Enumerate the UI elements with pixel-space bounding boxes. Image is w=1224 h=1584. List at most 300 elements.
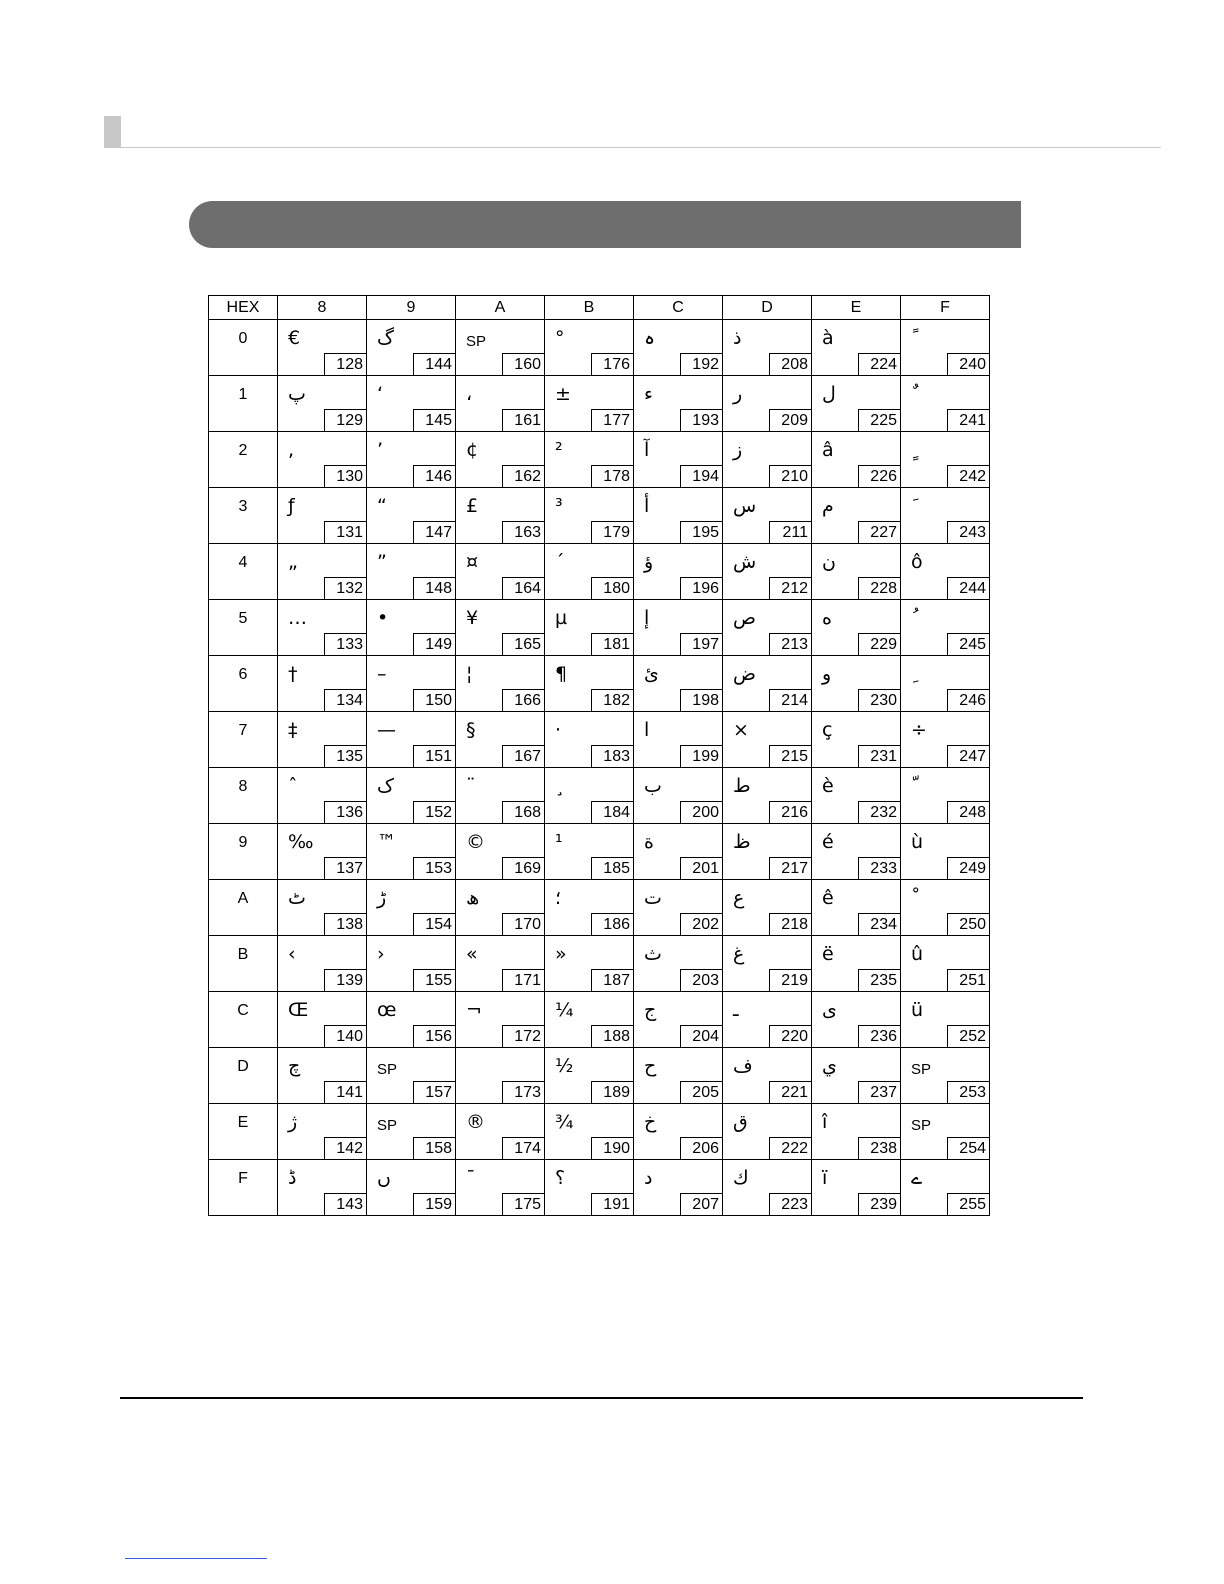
cell-glyph: ” (377, 551, 387, 573)
cell-decimal-code: 229 (858, 633, 900, 655)
code-cell (634, 656, 723, 712)
cell-decimal-code: 177 (591, 409, 633, 431)
row-header (209, 488, 278, 544)
cell-decimal-code: 180 (591, 577, 633, 599)
code-cell (367, 768, 456, 824)
cell-glyph: ه (822, 607, 832, 629)
cell-glyph: £ (466, 495, 479, 517)
cell-decimal-code: 200 (680, 801, 722, 823)
code-cell (367, 376, 456, 432)
code-cell (812, 1048, 901, 1104)
code-cell (278, 992, 367, 1048)
table-body (209, 320, 990, 1216)
cell-decimal-code: 161 (502, 409, 544, 431)
code-cell (278, 1104, 367, 1160)
cell-decimal-code: 151 (413, 745, 455, 767)
cell-glyph: • (377, 607, 389, 629)
cell-decimal-code: 235 (858, 969, 900, 991)
row-header-label: C (237, 1002, 249, 1019)
cell-decimal-code: 183 (591, 745, 633, 767)
code-cell (278, 712, 367, 768)
table-row (209, 936, 990, 992)
cell-decimal-code: 139 (324, 969, 366, 991)
cell-decimal-code: 221 (769, 1081, 811, 1103)
cell-glyph: ؟ (555, 1167, 566, 1189)
cell-decimal-code: 214 (769, 689, 811, 711)
code-cell (901, 544, 990, 600)
code-cell (278, 768, 367, 824)
cell-glyph: گ (377, 327, 395, 349)
code-cell (367, 824, 456, 880)
cell-glyph: SP (377, 1061, 398, 1078)
cell-glyph: ے (911, 1167, 923, 1189)
code-cell (545, 880, 634, 936)
row-header-label: 1 (238, 386, 248, 403)
table-row (209, 600, 990, 656)
cell-glyph: ش (733, 551, 757, 573)
cell-glyph: ٹ (288, 887, 306, 909)
cell-decimal-code: 228 (858, 577, 900, 599)
cell-decimal-code: 189 (591, 1081, 633, 1103)
cell-decimal-code: 155 (413, 969, 455, 991)
code-cell (278, 320, 367, 376)
cell-glyph: « (466, 943, 478, 965)
row-header-label: A (237, 890, 249, 907)
cell-decimal-code: 153 (413, 857, 455, 879)
code-cell (723, 1048, 812, 1104)
column-header: 8 (278, 296, 367, 320)
code-cell (812, 488, 901, 544)
cell-decimal-code: 175 (502, 1193, 544, 1215)
cell-glyph: ¸ (555, 775, 565, 797)
code-cell (367, 544, 456, 600)
table-row (209, 432, 990, 488)
cell-glyph: SP (466, 333, 487, 350)
code-cell (545, 488, 634, 544)
code-cell (723, 768, 812, 824)
cell-decimal-code: 209 (769, 409, 811, 431)
cell-glyph: ë (822, 943, 834, 965)
code-cell (812, 376, 901, 432)
cell-glyph: ± (555, 383, 571, 405)
cell-decimal-code: 184 (591, 801, 633, 823)
cell-glyph: ں (377, 1167, 391, 1189)
cell-glyph: ® (466, 1111, 485, 1133)
cell-decimal-code: 241 (947, 409, 989, 431)
cell-decimal-code: 178 (591, 465, 633, 487)
cell-glyph: – (377, 663, 387, 685)
cell-decimal-code: 198 (680, 689, 722, 711)
code-cell (545, 712, 634, 768)
row-header (209, 712, 278, 768)
cell-decimal-code: 234 (858, 913, 900, 935)
code-cell (634, 768, 723, 824)
code-cell (456, 936, 545, 992)
section-heading-marker (104, 116, 121, 148)
code-cell (723, 432, 812, 488)
code-page-title-band (189, 201, 1021, 248)
code-cell (812, 1104, 901, 1160)
cell-glyph: — (377, 719, 396, 741)
cell-decimal-code: 255 (947, 1193, 989, 1215)
cell-decimal-code: 254 (947, 1137, 989, 1159)
cell-glyph: ر (733, 383, 743, 405)
row-header (209, 880, 278, 936)
row-header-label: 7 (238, 722, 248, 739)
table-row (209, 712, 990, 768)
cell-decimal-code: 152 (413, 801, 455, 823)
code-cell (634, 432, 723, 488)
cell-decimal-code: 236 (858, 1025, 900, 1047)
cell-decimal-code: 160 (502, 353, 544, 375)
cell-glyph: ا (644, 719, 650, 741)
code-cell (634, 824, 723, 880)
code-cell (456, 488, 545, 544)
section-heading-rule (121, 147, 1161, 148)
row-header (209, 600, 278, 656)
code-cell (812, 936, 901, 992)
code-cell (367, 320, 456, 376)
code-cell (367, 712, 456, 768)
cell-glyph: ˆ (288, 775, 298, 797)
cell-decimal-code: 195 (680, 521, 722, 543)
code-cell (367, 1160, 456, 1216)
cell-decimal-code: 174 (502, 1137, 544, 1159)
row-header (209, 1104, 278, 1160)
cell-decimal-code: 169 (502, 857, 544, 879)
cell-glyph: د (644, 1167, 653, 1189)
cell-decimal-code: 165 (502, 633, 544, 655)
cell-glyph: أ (644, 495, 650, 517)
cell-glyph: ù (911, 831, 924, 853)
cell-glyph: ض (733, 663, 756, 685)
cell-glyph: ة (644, 831, 654, 853)
cell-decimal-code: 172 (502, 1025, 544, 1047)
code-cell (812, 656, 901, 712)
code-cell (545, 1104, 634, 1160)
cell-decimal-code: 190 (591, 1137, 633, 1159)
code-cell (723, 320, 812, 376)
code-cell (456, 376, 545, 432)
table-row (209, 376, 990, 432)
code-cell (634, 544, 723, 600)
code-cell (812, 320, 901, 376)
cell-glyph: œ (377, 999, 397, 1021)
cell-glyph: µ (555, 607, 568, 629)
table-row (209, 488, 990, 544)
cell-glyph: ï (822, 1167, 828, 1189)
cell-decimal-code: 148 (413, 577, 455, 599)
code-cell (812, 600, 901, 656)
cell-decimal-code: 140 (324, 1025, 366, 1047)
code-cell (456, 824, 545, 880)
cell-glyph: ‡ (288, 719, 298, 741)
cell-decimal-code: 170 (502, 913, 544, 935)
code-cell (634, 1104, 723, 1160)
cell-decimal-code: 253 (947, 1081, 989, 1103)
footer-link-underline (125, 1558, 267, 1559)
cell-decimal-code: 163 (502, 521, 544, 543)
code-cell (456, 1104, 545, 1160)
code-cell (278, 488, 367, 544)
cell-decimal-code: 219 (769, 969, 811, 991)
code-cell (456, 656, 545, 712)
cell-glyph: ـ (733, 999, 739, 1021)
cell-decimal-code: 243 (947, 521, 989, 543)
cell-decimal-code: 173 (502, 1081, 544, 1103)
cell-decimal-code: 166 (502, 689, 544, 711)
cell-glyph: ط (733, 775, 751, 797)
code-cell (812, 1160, 901, 1216)
cell-decimal-code: 138 (324, 913, 366, 935)
cell-glyph: ° (555, 327, 565, 349)
row-header-label: B (237, 946, 249, 963)
cell-glyph: ھ (466, 887, 480, 909)
cell-glyph: „ (288, 551, 298, 573)
cell-decimal-code: 206 (680, 1137, 722, 1159)
cell-glyph: س (733, 495, 757, 517)
cell-decimal-code: 237 (858, 1081, 900, 1103)
code-cell (812, 824, 901, 880)
row-header (209, 376, 278, 432)
cell-glyph: è (822, 775, 834, 797)
code-cell (723, 376, 812, 432)
cell-decimal-code: 171 (502, 969, 544, 991)
code-cell (901, 824, 990, 880)
code-cell (723, 712, 812, 768)
cell-glyph: ³ (555, 495, 563, 517)
cell-glyph: § (466, 719, 476, 741)
cell-glyph: ن (822, 551, 836, 573)
cell-decimal-code: 220 (769, 1025, 811, 1047)
code-cell (901, 712, 990, 768)
column-header: A (456, 296, 545, 320)
cell-glyph: † (288, 663, 298, 685)
cell-glyph: Œ (288, 999, 309, 1021)
cell-decimal-code: 231 (858, 745, 900, 767)
code-cell (901, 768, 990, 824)
cell-glyph: خ (644, 1111, 657, 1133)
code-cell (812, 880, 901, 936)
code-cell (812, 992, 901, 1048)
cell-glyph: ¼ (555, 999, 574, 1021)
row-header-label: 3 (238, 498, 248, 515)
cell-glyph: ¥ (466, 607, 479, 629)
cell-glyph: ع (733, 887, 745, 909)
cell-decimal-code: 158 (413, 1137, 455, 1159)
cell-decimal-code: 156 (413, 1025, 455, 1047)
cell-decimal-code: 176 (591, 353, 633, 375)
cell-decimal-code: 215 (769, 745, 811, 767)
cell-glyph: ژ (288, 1111, 298, 1133)
code-cell (456, 880, 545, 936)
cell-decimal-code: 130 (324, 465, 366, 487)
cell-decimal-code: 239 (858, 1193, 900, 1215)
cell-glyph: ؤ (644, 551, 654, 573)
cell-glyph: ç (822, 719, 833, 741)
code-cell (278, 432, 367, 488)
code-cell (634, 936, 723, 992)
cell-decimal-code: 199 (680, 745, 722, 767)
cell-decimal-code: 196 (680, 577, 722, 599)
cell-glyph: ڈ (288, 1167, 297, 1189)
cell-glyph: ¤ (466, 551, 479, 573)
cell-glyph: ¯ (466, 1167, 476, 1189)
code-cell (456, 600, 545, 656)
cell-glyph: ق (733, 1111, 748, 1133)
row-header (209, 1160, 278, 1216)
code-cell (723, 600, 812, 656)
cell-decimal-code: 247 (947, 745, 989, 767)
code-cell (456, 544, 545, 600)
code-cell (456, 1160, 545, 1216)
cell-glyph: ڑ (377, 887, 387, 909)
cell-glyph: SP (377, 1117, 398, 1134)
cell-glyph: à (822, 327, 834, 349)
row-header-label: 9 (238, 834, 248, 851)
table-row (209, 544, 990, 600)
code-cell (901, 488, 990, 544)
row-header-label: D (237, 1058, 249, 1075)
cell-glyph: é (822, 831, 834, 853)
code-cell (545, 376, 634, 432)
cell-glyph: ´ (555, 551, 565, 573)
table-row (209, 1160, 990, 1216)
cell-glyph: ح (644, 1055, 657, 1077)
cell-decimal-code: 232 (858, 801, 900, 823)
cell-glyph: ز (733, 439, 743, 461)
row-header (209, 1048, 278, 1104)
cell-glyph: ى (822, 999, 837, 1021)
code-cell (634, 376, 723, 432)
cell-glyph: إ (644, 607, 650, 629)
column-header: D (723, 296, 812, 320)
cell-glyph: ô (911, 551, 923, 573)
code-cell (367, 1048, 456, 1104)
cell-glyph: ‹ (288, 943, 296, 965)
row-header (209, 824, 278, 880)
code-cell (634, 488, 723, 544)
cell-decimal-code: 182 (591, 689, 633, 711)
code-cell (545, 1160, 634, 1216)
cell-glyph: , (288, 439, 295, 461)
cell-glyph: © (466, 831, 485, 853)
cell-glyph: ہ (644, 327, 656, 349)
code-cell (367, 936, 456, 992)
cell-glyph: â (822, 439, 834, 461)
cell-decimal-code: 201 (680, 857, 722, 879)
cell-glyph: ظ (733, 831, 751, 853)
cell-decimal-code: 134 (324, 689, 366, 711)
code-cell (545, 936, 634, 992)
cell-glyph: ¾ (555, 1111, 574, 1133)
cell-decimal-code: 135 (324, 745, 366, 767)
cell-glyph: و (822, 663, 832, 685)
code-cell (634, 1048, 723, 1104)
footer-rule (120, 1397, 1083, 1399)
code-cell (901, 936, 990, 992)
cell-glyph: ص (733, 607, 756, 629)
code-cell (456, 432, 545, 488)
code-cell (278, 824, 367, 880)
cell-glyph: » (555, 943, 567, 965)
cell-decimal-code: 147 (413, 521, 455, 543)
cell-decimal-code: 132 (324, 577, 366, 599)
row-header (209, 544, 278, 600)
code-cell (278, 1048, 367, 1104)
cell-decimal-code: 216 (769, 801, 811, 823)
code-cell (278, 376, 367, 432)
code-cell (545, 544, 634, 600)
cell-glyph: “ (377, 495, 387, 517)
cell-glyph: ک (377, 775, 395, 797)
code-cell (812, 768, 901, 824)
code-cell (634, 880, 723, 936)
cell-glyph: ف (733, 1055, 753, 1077)
code-cell (278, 880, 367, 936)
code-cell (456, 712, 545, 768)
cell-glyph: پ (288, 383, 306, 405)
cell-glyph: ¹ (555, 831, 563, 853)
cell-decimal-code: 141 (324, 1081, 366, 1103)
cell-decimal-code: 164 (502, 577, 544, 599)
cell-glyph: î (822, 1111, 828, 1133)
row-header (209, 992, 278, 1048)
cell-decimal-code: 248 (947, 801, 989, 823)
cell-glyph: … (288, 607, 307, 629)
table-header-row (209, 296, 990, 320)
code-cell (367, 1104, 456, 1160)
code-cell (456, 768, 545, 824)
cell-decimal-code: 129 (324, 409, 366, 431)
code-cell (723, 544, 812, 600)
cell-decimal-code: 217 (769, 857, 811, 879)
cell-decimal-code: 203 (680, 969, 722, 991)
cell-decimal-code: 133 (324, 633, 366, 655)
cell-glyph: ¬ (466, 999, 482, 1021)
cell-glyph: ‘ (377, 383, 384, 405)
code-cell (901, 1160, 990, 1216)
code-cell (456, 320, 545, 376)
cell-decimal-code: 154 (413, 913, 455, 935)
cell-glyph: ü (911, 999, 924, 1021)
column-header: F (901, 296, 990, 320)
code-cell (723, 1104, 812, 1160)
cell-glyph: ذ (733, 327, 742, 349)
cell-decimal-code: 226 (858, 465, 900, 487)
cell-decimal-code: 168 (502, 801, 544, 823)
cell-glyph: ™ (377, 831, 396, 853)
column-header: B (545, 296, 634, 320)
cell-decimal-code: 186 (591, 913, 633, 935)
code-cell (367, 880, 456, 936)
code-cell (367, 656, 456, 712)
code-cell (812, 432, 901, 488)
code-cell (901, 880, 990, 936)
cell-glyph: م (822, 495, 834, 517)
code-cell (634, 712, 723, 768)
code-cell (545, 320, 634, 376)
code-cell (456, 992, 545, 1048)
column-header: C (634, 296, 723, 320)
cell-glyph: SP (911, 1061, 932, 1078)
code-cell (545, 656, 634, 712)
code-cell (901, 1104, 990, 1160)
cell-glyph: ء (644, 383, 653, 405)
code-cell (634, 320, 723, 376)
cell-glyph: · (555, 719, 562, 741)
code-cell (545, 992, 634, 1048)
